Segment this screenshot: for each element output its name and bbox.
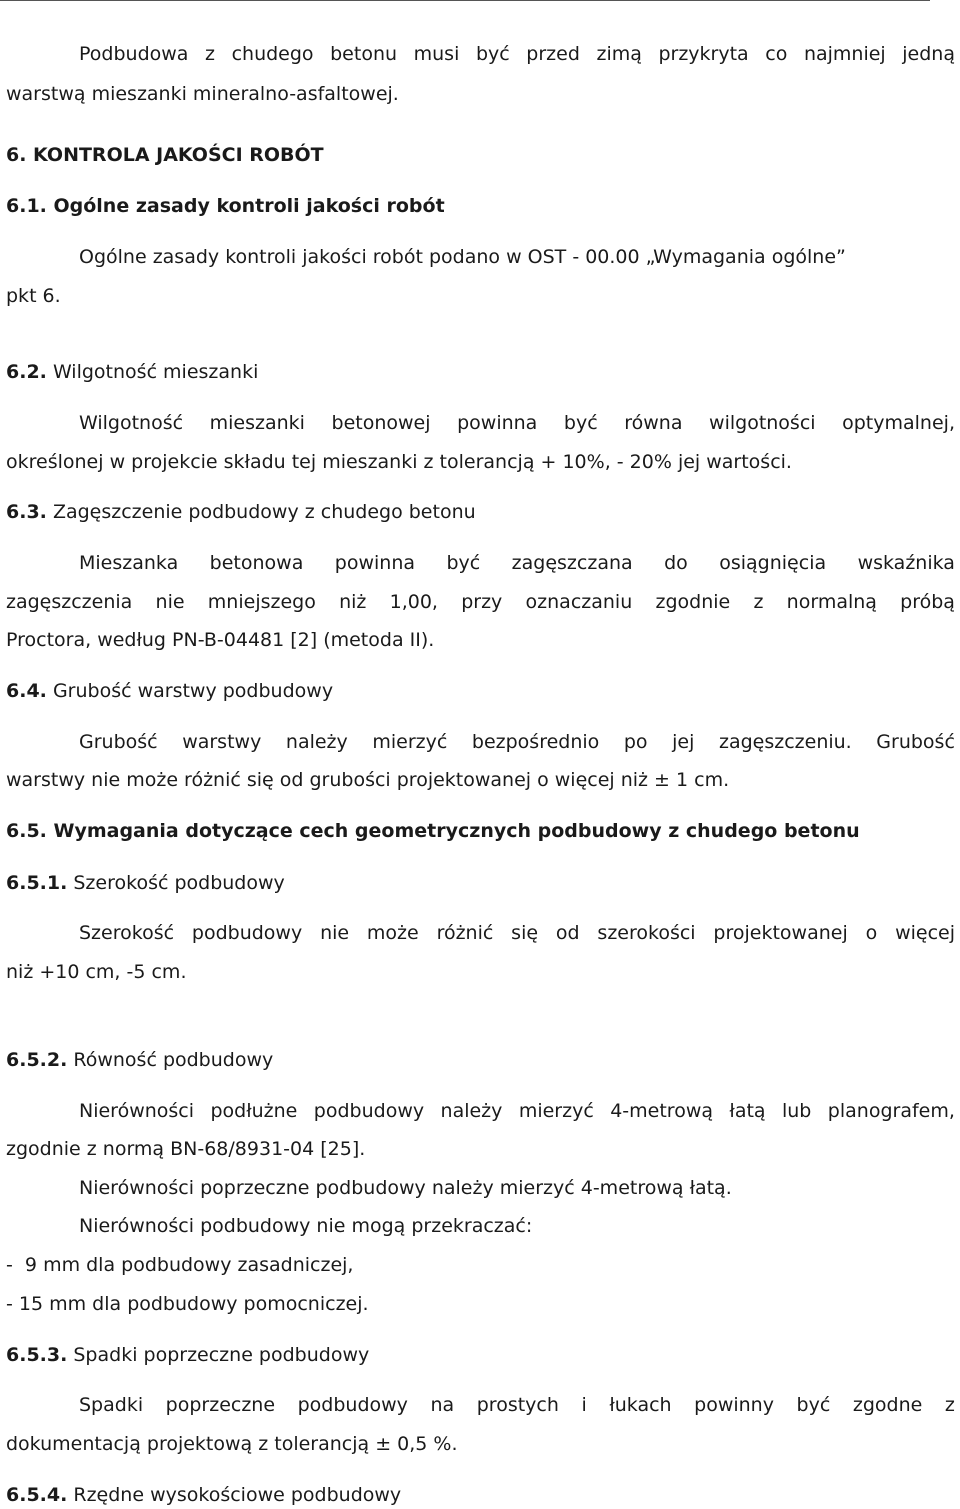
word: być [446,552,481,574]
section-6-5-2-line-2: zgodnie z normą BN-68/8931-04 [25]. [6,1138,366,1160]
word: się [511,922,539,944]
section-6-5-heading: 6.5. Wymagania dotyczące cech geometrycznych podbudowy z chudego betonu [6,820,860,842]
word: podbudowy [313,1100,425,1122]
section-number: 6.4. [6,680,47,702]
section-6-5-2-line-4: Nierówności podbudowy nie mogą przekraczać: [79,1215,533,1237]
word: lub [781,1100,812,1122]
word: być [475,43,510,65]
section-6-5-1-heading [6,871,285,895]
word: wilgotności [709,412,816,434]
word: zagęszczana [511,552,633,574]
word: zgodne [852,1394,923,1416]
word: mniejszego [207,591,316,613]
word: podbudowy [297,1394,408,1416]
word: należy [440,1100,503,1122]
word: Szerokość [79,922,175,944]
section-6-heading: 6. KONTROLA JAKOŚCI ROBÓT [6,144,324,166]
word: zgodnie [655,591,731,613]
word: z [205,43,215,65]
word: być [796,1394,831,1416]
section-6-4-line-1 [79,730,955,754]
section-6-5-1-line-2: niż +10 cm, -5 cm. [6,961,187,983]
section-number: 6.3. [6,501,47,523]
word: zagęszczeniu. [718,731,852,753]
word: należy [285,731,348,753]
word: chudego [231,43,314,65]
word: podbudowy [191,922,303,944]
section-title: Wilgotność mieszanki [52,361,259,383]
section-number: 6.5.4. [6,1484,68,1506]
word: warstwy [182,731,262,753]
word: oznaczaniu [525,591,633,613]
section-number: 6.5.2. [6,1049,68,1071]
section-6-2-line-1 [79,411,955,435]
word: jej [672,731,695,753]
word: i [581,1394,587,1416]
word: jedną [902,43,955,65]
word: bezpośrednio [471,731,600,753]
word: normalną [786,591,877,613]
section-6-4-line-2: warstwy nie może różnić się od grubości projektowanej o więcej niż ± 1 cm. [6,769,730,791]
section-6-3-heading [6,500,476,524]
word: równa [624,412,683,434]
word: betonowa [209,552,304,574]
section-6-3-line-1 [79,551,955,575]
word: może [366,922,419,944]
word: przykryta [658,43,749,65]
word: podłużne [210,1100,298,1122]
word: łukach [609,1394,672,1416]
section-6-1-line-2: pkt 6. [6,285,61,307]
word: przy [461,591,503,613]
section-number: 6.5.1. [6,872,68,894]
top-rule [0,0,930,1]
section-title: Równość podbudowy [73,1049,274,1071]
word: niż [339,591,367,613]
word: betonowej [331,412,431,434]
section-6-1-line-1: Ogólne zasady kontroli jakości robót podano w OST - 00.00 „Wymagania ogólne” [79,246,846,268]
word: Grubość [876,731,955,753]
word: o [865,922,878,944]
word: na [430,1394,455,1416]
word: osiągnięcia [719,552,827,574]
section-6-5-2-line-5: - 9 mm dla podbudowy zasadniczej, [6,1254,354,1276]
section-6-5-4-heading [6,1483,401,1507]
word: musi [413,43,460,65]
section-6-2-line-2: określonej w projekcie składu tej mieszanki z tolerancją + 10%, - 20% jej wartości. [6,451,792,473]
section-6-5-3-line-2: dokumentacją projektową z tolerancją ± 0,5 %. [6,1433,458,1455]
section-6-3-line-3: Proctora, według PN-B-04481 [2] (metoda II). [6,629,435,651]
section-6-5-3-heading [6,1343,369,1367]
word: zimą [596,43,642,65]
word: betonu [330,43,398,65]
section-6-5-2-line-1 [79,1099,955,1123]
word: różnić [436,922,494,944]
word: najmniej [803,43,886,65]
word: mierzyć [518,1100,594,1122]
word: nie [155,591,185,613]
word: Wilgotność [79,412,184,434]
word: nie [320,922,350,944]
section-title: Rzędne wysokościowe podbudowy [73,1484,402,1506]
section-6-1-heading: 6.1. Ogólne zasady kontroli jakości robót [6,195,445,217]
section-6-5-2-line-6: - 15 mm dla podbudowy pomocniczej. [6,1293,369,1315]
word: 4-metrową [610,1100,713,1122]
word: od [555,922,580,944]
word: powinna [334,552,416,574]
section-number: 6.5.3. [6,1344,68,1366]
word: wskaźnika [857,552,955,574]
word: mierzyć [372,731,448,753]
word: powinna [457,412,538,434]
word: do [664,552,688,574]
section-6-3-line-2 [6,590,955,614]
word: z [753,591,764,613]
section-title: Szerokość podbudowy [73,872,285,894]
word: Mieszanka [79,552,179,574]
word: Nierówności [79,1100,195,1122]
word: Grubość [79,731,158,753]
word: mieszanki [209,412,305,434]
word: prostych [476,1394,559,1416]
intro-line-1 [79,42,955,66]
section-6-5-2-line-3: Nierówności poprzeczne podbudowy należy mierzyć 4-metrową łatą. [79,1177,732,1199]
section-6-5-2-heading [6,1048,273,1072]
section-6-2-heading [6,360,258,384]
word: Podbudowa [79,43,189,65]
section-title: Zagęszczenie podbudowy z chudego betonu [52,501,476,523]
word: poprzeczne [165,1394,276,1416]
section-number: 6.2. [6,361,47,383]
word: zagęszczenia [6,591,133,613]
word: planografem, [827,1100,955,1122]
word: powinny [694,1394,774,1416]
word: Spadki [79,1394,144,1416]
word: przed [526,43,580,65]
word: być [563,412,598,434]
word: projektowanej [713,922,848,944]
word: z [944,1394,955,1416]
section-6-5-3-line-1 [79,1393,955,1417]
word: więcej [895,922,955,944]
word: łatą [729,1100,766,1122]
word: optymalnej, [842,412,955,434]
word: co [765,43,788,65]
section-title: Grubość warstwy podbudowy [52,680,334,702]
section-6-5-1-line-1 [79,921,955,945]
intro-line-2: warstwą mieszanki mineralno-asfaltowej. [6,83,399,105]
section-title: Spadki poprzeczne podbudowy [73,1344,370,1366]
word: 1,00, [389,591,438,613]
word: po [623,731,648,753]
word: próbą [900,591,955,613]
section-6-4-heading [6,679,333,703]
word: szerokości [597,922,696,944]
